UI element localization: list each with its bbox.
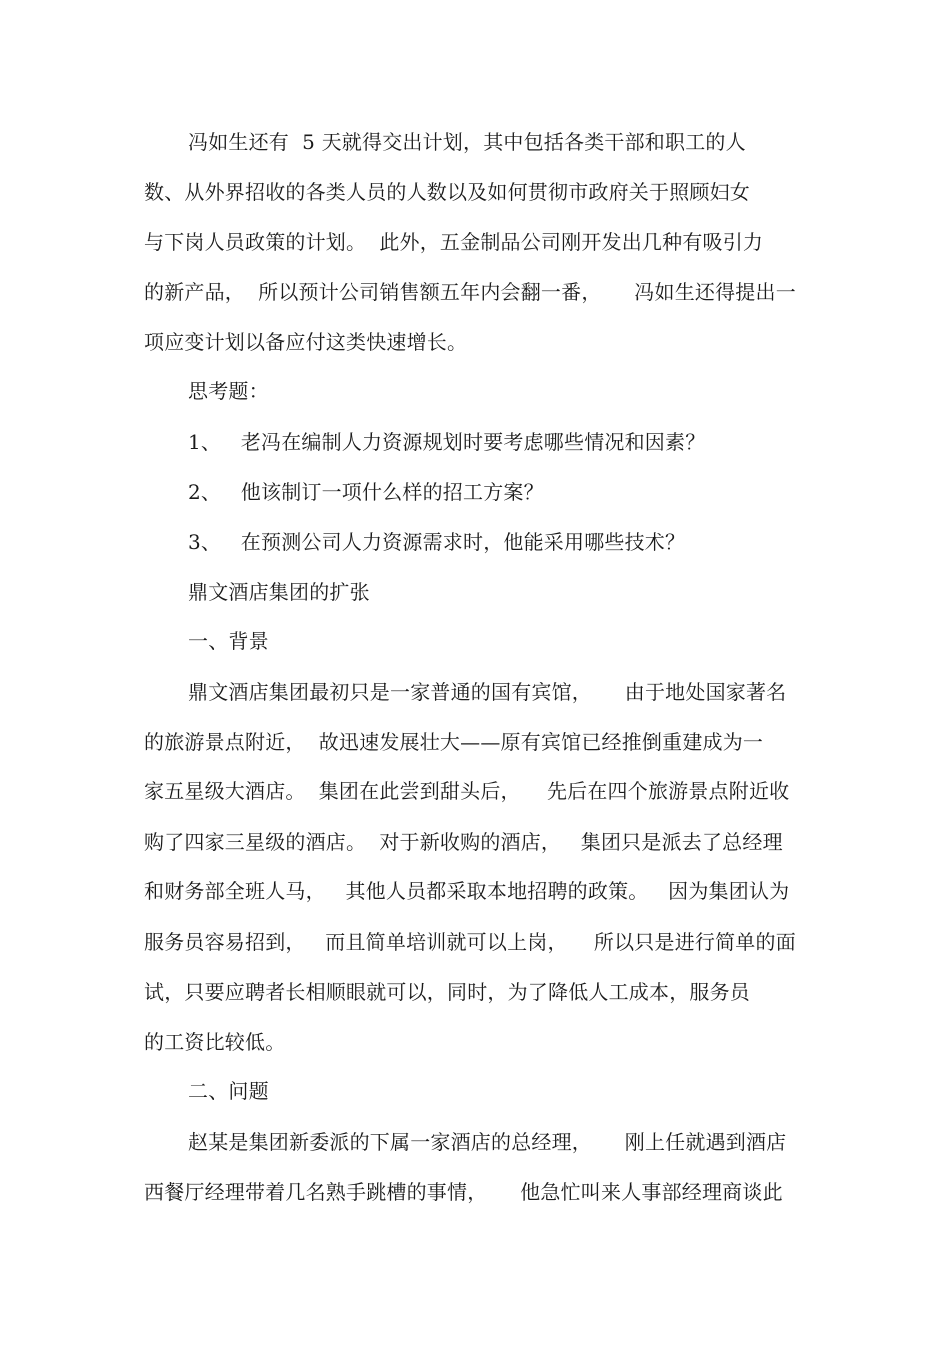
text-line: 数、从外界招收的各类人员的人数以及如何贯彻市政府关于照顾妇女 [144, 180, 750, 204]
text-line: 试，只要应聘者长相顺眼就可以，同时，为了降低人工成本，服务员 [144, 980, 750, 1004]
text-line: 赵某是集团新委派的下属一家酒店的总经理， 刚上任就遇到酒店 [188, 1130, 787, 1154]
question-item: 1、 老冯在编制人力资源规划时要考虑哪些情况和因素？ [188, 430, 706, 454]
text-line: 购了四家三星级的酒店。 对于新收购的酒店， 集团只是派去了总经理 [144, 830, 783, 854]
text-line: 与下岗人员政策的计划。 此外，五金制品公司刚开发出几种有吸引力 [144, 230, 764, 254]
case-title: 鼎文酒店集团的扩张 [188, 580, 370, 604]
question-item: 3、 在预测公司人力资源需求时，他能采用哪些技术？ [188, 530, 686, 554]
text-line: 和财务部全班人马， 其他人员都采取本地招聘的政策。 因为集团认为 [144, 879, 790, 903]
text-line: 的新产品， 所以预计公司销售额五年内会翻一番， 冯如生还得提出一 [144, 280, 796, 304]
text-line: 的工资比较低。 [144, 1030, 286, 1054]
text-line: 的旅游景点附近， 故迅速发展壮大——原有宾馆已经推倒重建成为一 [144, 730, 764, 754]
section-heading: 一、背景 [188, 629, 269, 653]
text-line: 鼎文酒店集团最初只是一家普通的国有宾馆， 由于地处国家著名 [188, 680, 787, 704]
question-item: 2、 他该制订一项什么样的招工方案？ [188, 480, 544, 504]
section-heading: 二、问题 [188, 1079, 269, 1103]
text-line: 家五星级大酒店。 集团在此尝到甜头后， 先后在四个旅游景点附近收 [144, 779, 790, 803]
text-line: 项应变计划以备应付这类快速增长。 [144, 330, 468, 354]
text-line: 冯如生还有 5 天就得交出计划，其中包括各类干部和职工的人 [188, 130, 746, 154]
text-line: 西餐厅经理带着几名熟手跳槽的事情， 他急忙叫来人事部经理商谈此 [144, 1180, 783, 1204]
section-heading: 思考题： [188, 379, 269, 403]
text-line: 服务员容易招到， 而且简单培训就可以上岗， 所以只是进行简单的面 [144, 930, 796, 954]
